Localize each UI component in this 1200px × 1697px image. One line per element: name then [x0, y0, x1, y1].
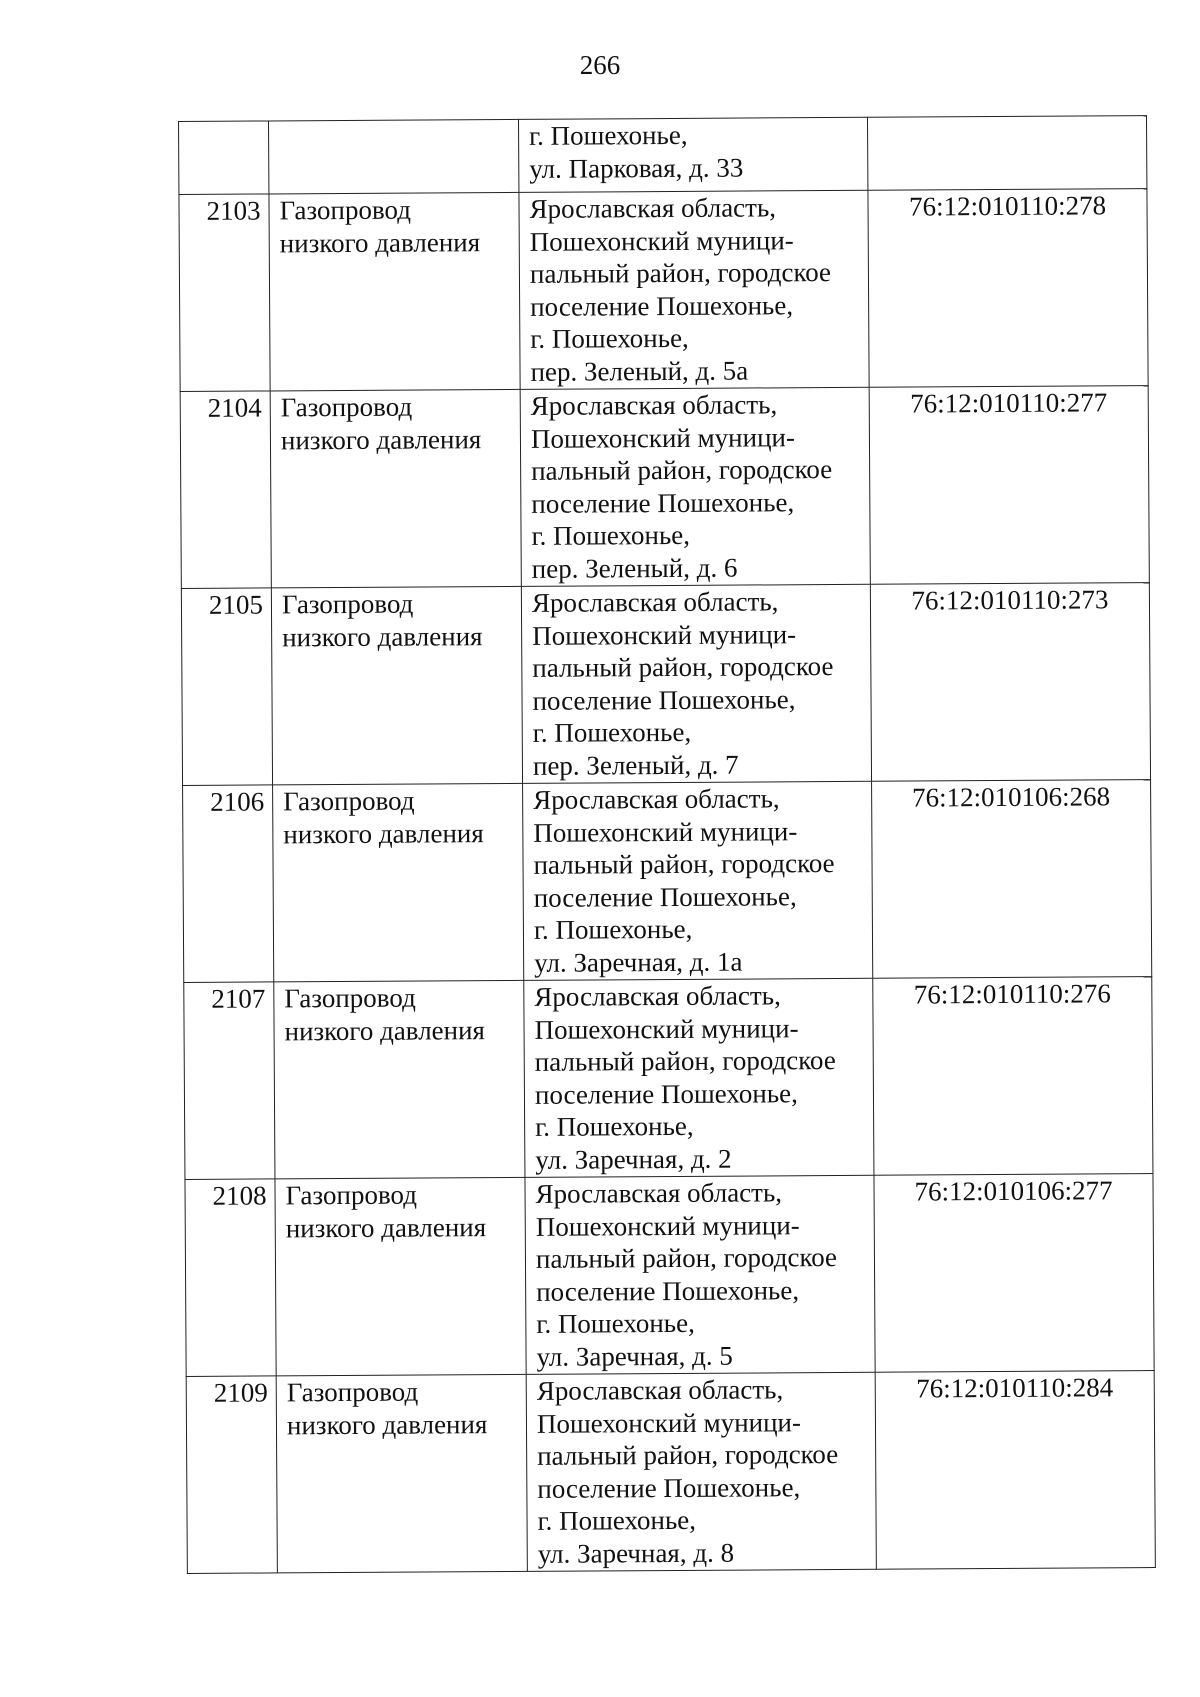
row-number-cell: 2104	[180, 391, 271, 589]
object-name-cell	[269, 119, 519, 194]
table-row	[179, 116, 1147, 195]
row-number-cell: 2109	[186, 1376, 277, 1574]
row-number-cell: 2105	[181, 588, 272, 786]
table-row	[180, 386, 1149, 589]
address-cell: г. Пошехонье, ул. Парковая, д. 33	[518, 117, 867, 192]
row-number-cell: 2106	[183, 785, 274, 983]
address-cell: Ярославская область, Пошехонский муници- пальный район, городское поселение Пошехонье, г. Пошехонье, ул. Заречная, д. 8	[526, 1372, 876, 1571]
cadastral-number-cell: 76:12:010110:284	[875, 1371, 1155, 1570]
registry-table	[178, 115, 1156, 1574]
table-row	[185, 1174, 1154, 1377]
address-cell: Ярославская область, Пошехонский муници- пальный район, городское поселение Пошехонье, г. Пошехонье, пер. Зеленый, д. 6	[520, 387, 870, 586]
cadastral-number-cell: 76:12:010110:278	[868, 189, 1148, 388]
cadastral-number-cell	[867, 116, 1146, 191]
object-name-cell: Газопровод низкого давления	[273, 783, 524, 982]
table-row	[186, 1371, 1155, 1574]
address-cell: Ярославская область, Пошехонский муници- пальный район, городское поселение Пошехонье, г. Пошехонье, ул. Заречная, д. 1а	[523, 781, 873, 980]
object-name-cell: Газопровод низкого давления	[274, 980, 525, 1179]
cadastral-number-cell: 76:12:010110:273	[870, 583, 1150, 782]
row-number-cell: 2103	[179, 194, 270, 392]
address-cell: Ярославская область, Пошехонский муници- пальный район, городское поселение Пошехонье, г. Пошехонье, ул. Заречная, д. 5	[525, 1175, 875, 1374]
cadastral-number-cell: 76:12:010110:277	[869, 386, 1149, 585]
object-name-cell: Газопровод низкого давления	[269, 192, 520, 391]
table-row	[179, 189, 1148, 392]
row-number-cell: 2107	[184, 982, 275, 1180]
cadastral-number-cell: 76:12:010110:276	[873, 977, 1153, 1176]
row-number-cell: 2108	[185, 1179, 276, 1377]
cadastral-number-cell: 76:12:010106:277	[874, 1174, 1154, 1373]
object-name-cell: Газопровод низкого давления	[276, 1374, 527, 1573]
row-number-cell	[179, 121, 269, 195]
cadastral-number-cell: 76:12:010106:268	[872, 780, 1152, 979]
page-number: 266	[579, 50, 621, 80]
table-row	[184, 977, 1153, 1180]
table-row	[183, 780, 1152, 983]
object-name-cell: Газопровод низкого давления	[271, 586, 522, 785]
address-cell: Ярославская область, Пошехонский муници- пальный район, городское поселение Пошехонье, г. Пошехонье, пер. Зеленый, д. 7	[521, 584, 871, 783]
object-name-cell: Газопровод низкого давления	[270, 389, 521, 588]
address-cell: Ярославская область, Пошехонский муници- пальный район, городское поселение Пошехонье, г. Пошехонье, ул. Заречная, д. 2	[524, 978, 874, 1177]
table-row	[181, 583, 1150, 786]
object-name-cell: Газопровод низкого давления	[275, 1177, 526, 1376]
address-cell: Ярославская область, Пошехонский муници- пальный район, городское поселение Пошехонье, г. Пошехонье, пер. Зеленый, д. 5а	[519, 190, 869, 389]
